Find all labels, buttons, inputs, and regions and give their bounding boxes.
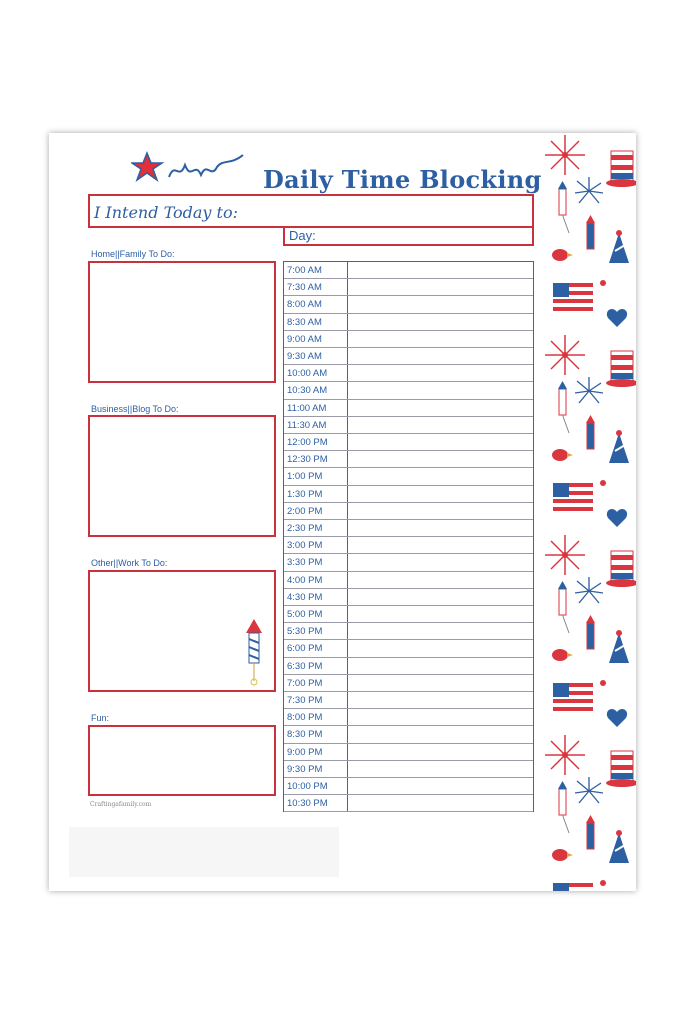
time-slot-label: 8:00 PM [287, 712, 323, 724]
time-slot-row[interactable] [284, 778, 533, 795]
time-slot-label: 7:30 PM [287, 695, 323, 706]
time-slot-label: 9:00 PM [287, 746, 323, 758]
other-work-box[interactable] [88, 570, 276, 692]
day-label: Day: [289, 228, 316, 243]
time-slot-label: 5:00 PM [287, 609, 323, 620]
home-family-label: Home||Family To Do: [91, 249, 175, 259]
time-slot-label: 1:00 PM [287, 471, 323, 483]
business-blog-label: Business||Blog To Do: [91, 404, 179, 414]
business-blog-box[interactable] [88, 415, 276, 537]
time-slot-row[interactable] [284, 606, 533, 623]
time-slot-label: 4:00 PM [287, 574, 323, 586]
time-slot-label: 10:30 PM [287, 798, 328, 810]
time-slot-row[interactable] [284, 692, 533, 709]
time-slot-row[interactable] [284, 744, 533, 761]
time-slot-row[interactable] [284, 468, 533, 485]
time-slot-label: 12:30 PM [287, 454, 328, 466]
planner-sheet [49, 133, 636, 891]
time-slot-row[interactable] [284, 417, 533, 434]
patriotic-border [545, 133, 636, 891]
time-slot-row[interactable] [284, 589, 533, 606]
time-slot-row[interactable] [284, 795, 533, 812]
time-slot-label: 3:00 PM [287, 540, 323, 552]
time-slot-row[interactable] [284, 726, 533, 743]
time-slot-row[interactable] [284, 761, 533, 778]
other-work-label: Other||Work To Do: [91, 558, 168, 568]
time-slot-label: 4:30 PM [287, 591, 323, 603]
time-slot-row[interactable] [284, 262, 533, 279]
day-field[interactable] [283, 228, 534, 246]
time-slot-label: 7:00 AM [287, 265, 322, 276]
time-slot-row[interactable] [284, 623, 533, 640]
time-slot-row[interactable] [284, 296, 533, 313]
time-slot-label: 2:30 PM [287, 523, 323, 534]
time-slot-label: 9:30 AM [287, 351, 322, 362]
time-slot-label: 6:30 PM [287, 660, 323, 672]
time-slot-label: 11:00 AM [287, 402, 327, 414]
time-slot-label: 12:00 PM [287, 437, 328, 448]
time-slot-label: 1:30 PM [287, 488, 323, 500]
time-slot-row[interactable] [284, 503, 533, 520]
time-slot-label: 2:00 PM [287, 505, 323, 517]
time-slot-row[interactable] [284, 520, 533, 537]
footer-website: Craftingafamily.com [90, 801, 152, 808]
intend-today-field[interactable] [88, 194, 534, 228]
time-slot-label: 10:00 PM [287, 781, 328, 792]
time-slot-label: 8:30 AM [287, 316, 322, 328]
time-slot-row[interactable] [284, 572, 533, 589]
time-slot-label: 8:00 AM [287, 299, 322, 311]
time-schedule [283, 261, 534, 812]
time-slot-label: 7:30 AM [287, 282, 322, 294]
time-slot-label: 7:00 PM [287, 677, 323, 689]
time-slot-label: 6:00 PM [287, 643, 323, 655]
firework-rocket-icon [244, 619, 264, 689]
time-slot-label: 9:30 PM [287, 763, 323, 775]
time-slot-label: 5:30 PM [287, 626, 323, 638]
time-slot-row[interactable] [284, 382, 533, 399]
time-slot-row[interactable] [284, 348, 533, 365]
time-slot-row[interactable] [284, 658, 533, 675]
time-slot-label: 9:00 AM [287, 333, 322, 345]
time-slot-row[interactable] [284, 675, 533, 692]
time-slot-row[interactable] [284, 709, 533, 726]
time-slot-label: 10:30 AM [287, 385, 328, 397]
time-slot-row[interactable] [284, 279, 533, 296]
fun-box[interactable] [88, 725, 276, 796]
time-slot-row[interactable] [284, 314, 533, 331]
time-slot-label: 11:30 AM [287, 419, 327, 431]
fun-label: Fun: [91, 713, 110, 723]
time-slot-label: 10:00 AM [287, 368, 328, 380]
time-slot-row[interactable] [284, 331, 533, 348]
time-slot-label: 3:30 PM [287, 557, 323, 569]
time-slot-label: 8:30 PM [287, 729, 323, 741]
time-slot-row[interactable] [284, 365, 533, 382]
time-slot-row[interactable] [284, 486, 533, 503]
time-slot-row[interactable] [284, 400, 533, 417]
time-slot-row[interactable] [284, 640, 533, 657]
home-family-box[interactable] [88, 261, 276, 383]
time-slot-row[interactable] [284, 451, 533, 468]
intend-today-label: I Intend Today to: [94, 203, 238, 222]
blank-area [69, 827, 339, 877]
page-title: Daily Time Blocking [263, 165, 542, 194]
time-slot-row[interactable] [284, 434, 533, 451]
time-slot-row[interactable] [284, 537, 533, 554]
time-slot-row[interactable] [284, 554, 533, 571]
star-squiggle-icon [131, 151, 251, 185]
